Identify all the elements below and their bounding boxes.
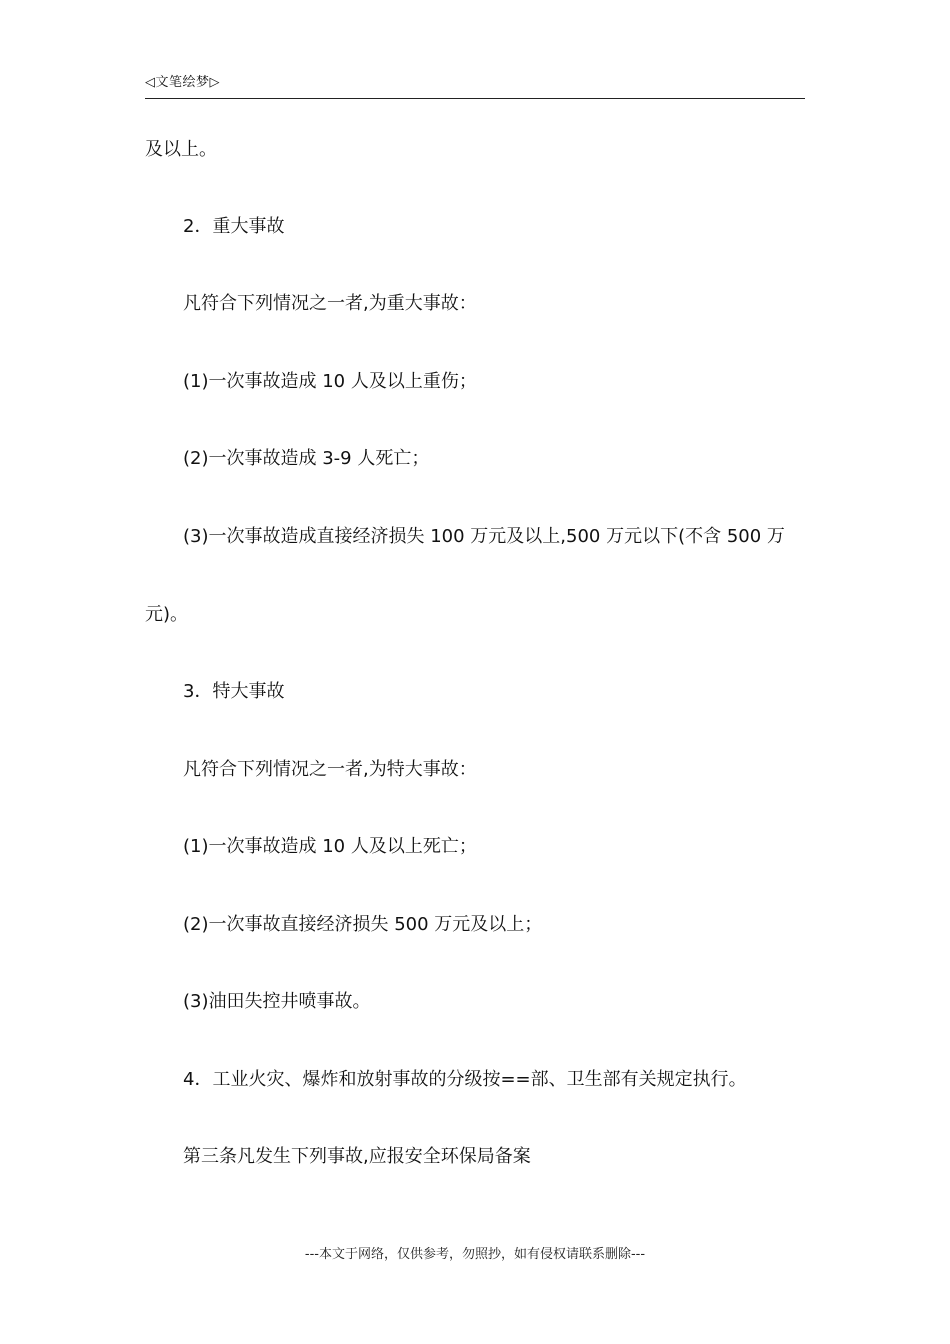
list-item: (1)一次事故造成 10 人及以上重伤；: [183, 371, 477, 392]
page-header: [145, 72, 805, 99]
body-line: 元)。: [145, 604, 189, 625]
page-footer-disclaimer: ---本文于网络，仅供参考，勿照抄，如有侵权请联系删除---: [304, 1247, 646, 1262]
body-line: 及以上。: [145, 139, 217, 160]
section-heading: 2．重大事故: [183, 216, 285, 237]
section-heading: 4．工业火灾、爆炸和放射事故的分级按==部、卫生部有关规定执行。: [183, 1069, 747, 1090]
list-item: (3)油田失控井喷事故。: [183, 991, 371, 1012]
header-title: ◁文笔绘梦▷: [145, 75, 220, 90]
list-item: (2)一次事故造成 3-9 人死亡；: [183, 448, 430, 469]
body-line: 凡符合下列情况之一者,为重大事故：: [183, 293, 477, 314]
section-heading: 3．特大事故: [183, 681, 285, 702]
article-heading: 第三条凡发生下列事故,应报安全环保局备案: [183, 1146, 531, 1167]
list-item: (2)一次事故直接经济损失 500 万元及以上；: [183, 914, 543, 935]
body-line: 凡符合下列情况之一者,为特大事故：: [183, 759, 477, 780]
list-item: (3)一次事故造成直接经济损失 100 万元及以上,500 万元以下(不含 500 万: [183, 526, 785, 547]
list-item: (1)一次事故造成 10 人及以上死亡；: [183, 836, 477, 857]
